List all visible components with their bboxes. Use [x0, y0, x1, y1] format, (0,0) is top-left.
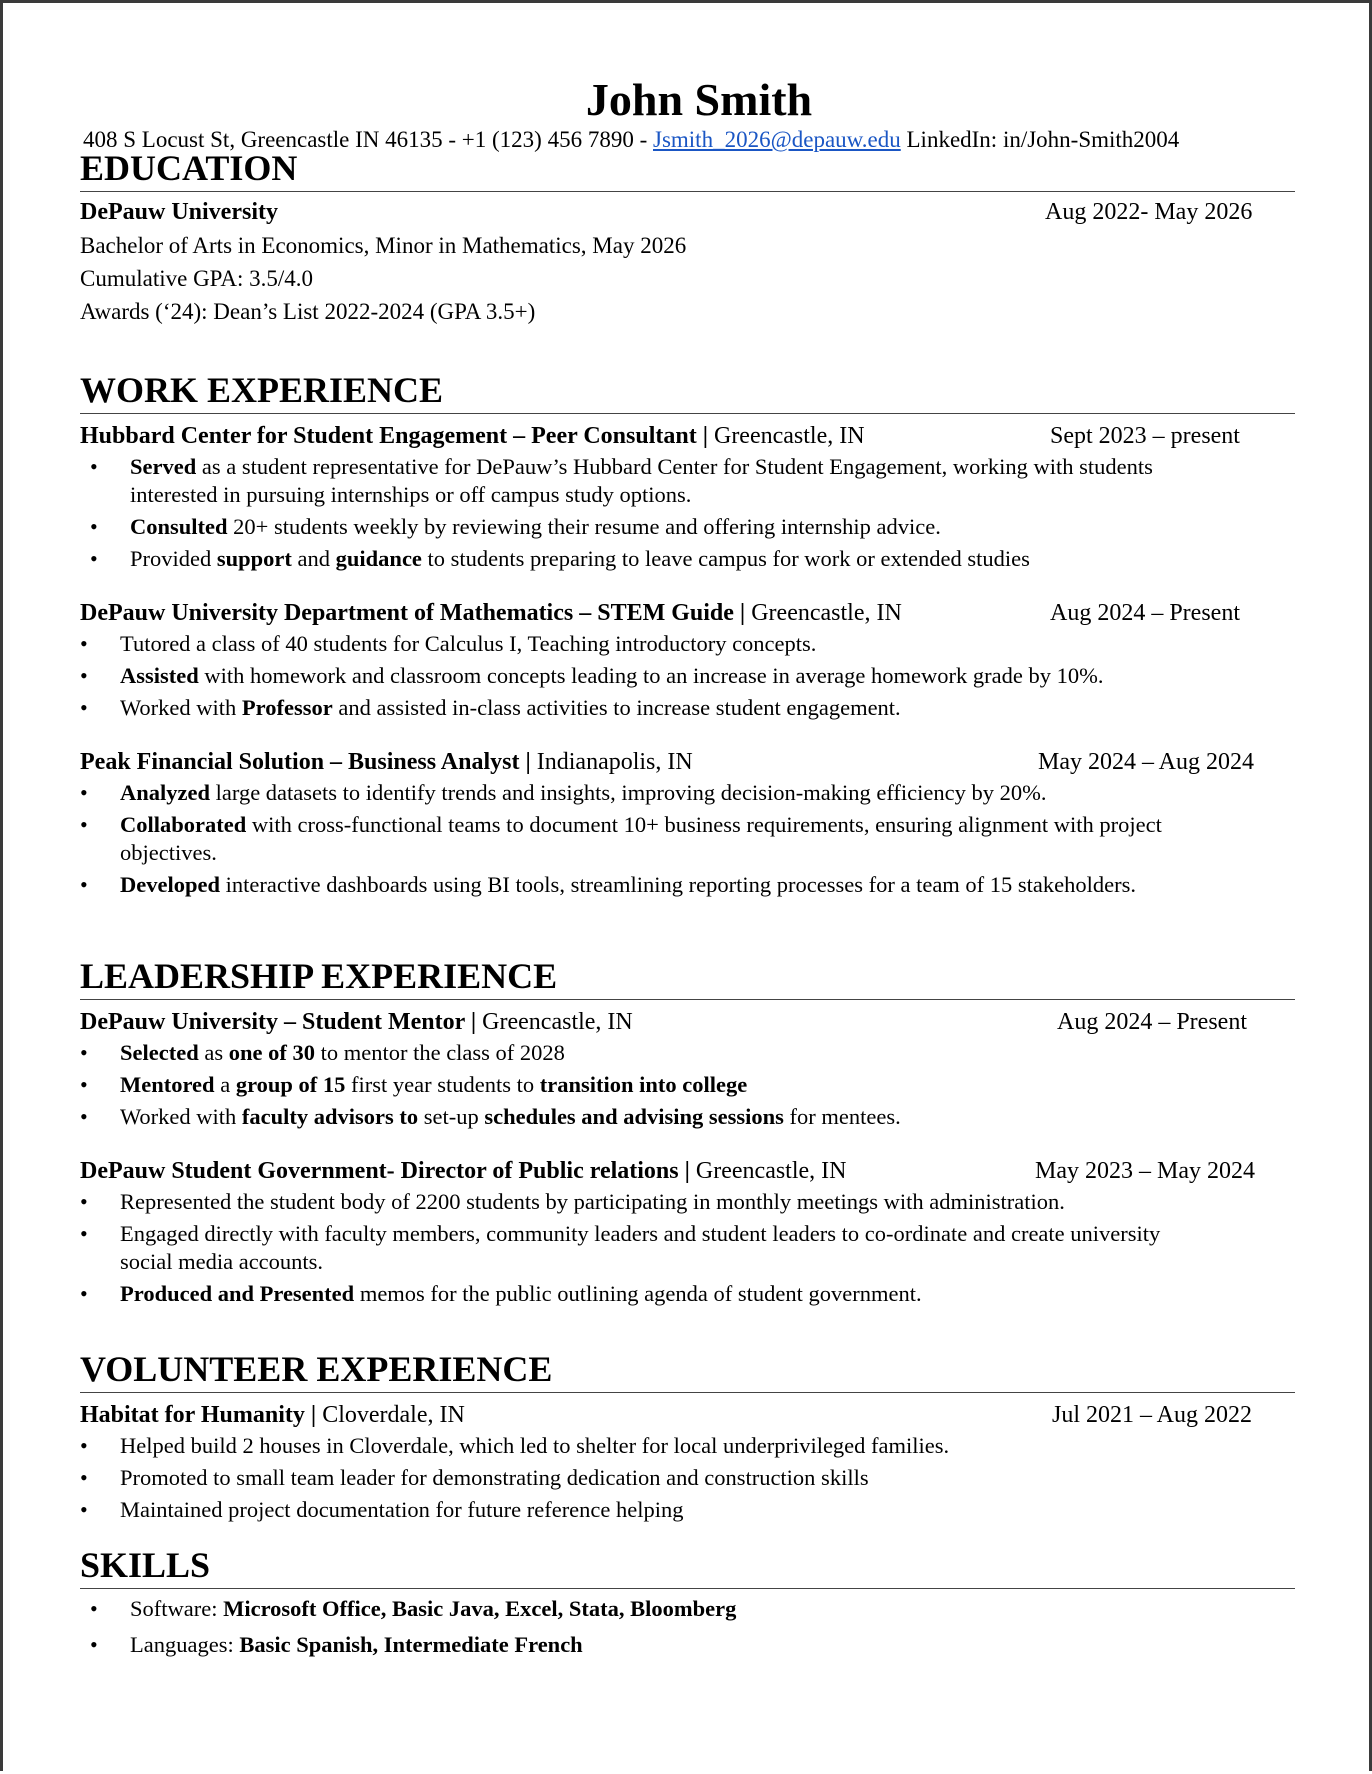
job-bullets — [80, 779, 1295, 899]
bullet-bold: Mentored — [120, 1071, 215, 1097]
bullet-text: and — [291, 545, 336, 571]
job-bullets — [80, 453, 1295, 573]
job-header — [80, 1006, 1295, 1039]
bullet-item — [120, 1071, 1295, 1099]
bullet-bold: Consulted — [130, 513, 228, 539]
job-header — [80, 746, 1295, 779]
job-separator: | — [678, 1157, 696, 1184]
bullet-item — [120, 779, 1295, 807]
address-phone: 408 S Locust St, Greencastle IN 46135 - +1 (123) 456 7890 - — [83, 127, 653, 152]
bullet-text: to students preparing to leave campus for work or extended studies — [421, 545, 1030, 571]
volunteer-org: Habitat for Humanity — [80, 1401, 305, 1428]
bullet-text: and assisted in-class activities to increase student engagement. — [332, 694, 901, 720]
job-location: Greencastle, IN — [695, 1157, 847, 1184]
bullet-bold: guidance — [335, 545, 422, 571]
bullet-item — [120, 662, 1295, 690]
skills-section — [80, 1546, 1295, 1663]
job-header — [80, 597, 1295, 630]
volunteer-separator: | — [304, 1401, 323, 1428]
job-header — [80, 420, 1295, 453]
bullet-bold: transition into college — [539, 1071, 748, 1097]
bullet-bold: support — [216, 545, 292, 571]
job-org: DePauw Student Government- Director of Public relations — [80, 1157, 679, 1184]
bullet-text: interactive dashboards using BI tools, streamlining reporting processes for a team of 15 stakeholders. — [220, 871, 1137, 897]
work-heading: WORK EXPERIENCE — [80, 371, 1295, 414]
volunteer-bullets — [80, 1432, 1295, 1524]
job-location: Indianapolis, IN — [536, 748, 693, 775]
bullet-text: Worked with — [120, 1103, 242, 1129]
education-entry-header — [80, 196, 1295, 229]
bullet-bold: one of 30 — [228, 1039, 315, 1065]
job-location: Greencastle, IN — [751, 599, 902, 626]
work-section — [80, 371, 1295, 903]
candidate-name: John Smith — [585, 74, 813, 125]
degree-line: Bachelor of Arts in Economics, Minor in Mathematics, May 2026 — [80, 232, 687, 258]
job-bullets — [80, 1039, 1295, 1131]
leadership-section — [80, 957, 1295, 1312]
email-link[interactable]: Jsmith_2026@depauw.edu — [653, 127, 901, 152]
bullet-item — [120, 1280, 1295, 1308]
job-separator: | — [696, 422, 714, 449]
bullet-text: as — [198, 1039, 229, 1065]
bullet-item: • Helped build 2 houses in Cloverdale, which led to shelter for local underprivileged families. — [120, 1432, 1295, 1460]
bullet-text: to mentor the class of 2028 — [314, 1039, 565, 1065]
bullet-bold: Produced and Presented — [120, 1280, 355, 1306]
bullet-item — [120, 871, 1295, 899]
bullet-item — [120, 1039, 1295, 1067]
skills-list — [80, 1595, 1295, 1659]
bullet-item — [120, 630, 1295, 658]
job-separator: | — [464, 1008, 483, 1035]
job-dates: Sept 2023 – present — [1050, 422, 1240, 449]
bullet-bold: schedules and advising sessions — [484, 1103, 784, 1129]
job-org: DePauw University Department of Mathematics – STEM Guide — [80, 599, 734, 626]
bullet-text: Engaged directly with faculty members, community leaders and student leaders to co-ordinate and create university — [120, 1220, 1161, 1246]
job-org: Peak Financial Solution – Business Analyst — [80, 748, 520, 775]
bullet-bold: Professor — [241, 694, 333, 720]
skill-item — [130, 1631, 1295, 1659]
awards-line: Awards (‘24): Dean’s List 2022-2024 (GPA 3.5+) — [80, 298, 536, 324]
bullet-item — [120, 1188, 1295, 1216]
bullet-text: Provided — [130, 545, 217, 571]
bullet-item — [120, 811, 1295, 867]
bullet-item — [120, 694, 1295, 722]
bullet-text: for mentees. — [783, 1103, 901, 1129]
bullet-text: first year students to — [345, 1071, 540, 1097]
bullet-item — [130, 513, 1295, 541]
volunteer-dates: Jul 2021 – Aug 2022 — [1052, 1401, 1253, 1428]
job-location: Greencastle, IN — [482, 1008, 633, 1035]
job-dates: Aug 2024 – Present — [1057, 1008, 1247, 1035]
bullet-item — [120, 1220, 1295, 1276]
bullet-bold: Developed — [120, 871, 220, 897]
job-separator: | — [733, 599, 752, 626]
skill-value: Basic Spanish, Intermediate French — [239, 1631, 583, 1657]
job-org: Hubbard Center for Student Engagement – Peer Consultant — [80, 422, 697, 449]
volunteer-heading: VOLUNTEER EXPERIENCE — [80, 1350, 1295, 1393]
job-org: DePauw University – Student Mentor — [80, 1008, 465, 1035]
job-dates: May 2023 – May 2024 — [1035, 1157, 1255, 1184]
bullet-bold: Selected — [120, 1039, 199, 1065]
bullet-bold: faculty advisors to — [241, 1103, 419, 1129]
job-location: Greencastle, IN — [713, 422, 865, 449]
bullet-text: Represented the student body of 2200 students by participating in monthly meetings with administration. — [120, 1188, 1065, 1214]
job-bullets — [80, 1188, 1295, 1308]
bullet-item — [130, 545, 1295, 573]
bullet-text: with homework and classroom concepts leading to an increase in average homework grade by 10%. — [198, 662, 1104, 688]
bullet-text: with cross-functional teams to document 10+ business requirements, ensuring alignment with project — [246, 811, 1162, 837]
volunteer-header — [80, 1399, 1295, 1432]
bullet-bold: Assisted — [120, 662, 199, 688]
bullet-text: 20+ students weekly by reviewing their resume and offering internship advice. — [227, 513, 941, 539]
job-dates: Aug 2024 – Present — [1050, 599, 1240, 626]
job-bullets — [80, 630, 1295, 722]
education-dates: Aug 2022- May 2026 — [1045, 198, 1253, 225]
bullet-text: a — [214, 1071, 236, 1097]
linkedin-handle: in/John-Smith2004 — [1002, 127, 1180, 152]
linkedin-label: LinkedIn: — [900, 127, 1003, 152]
bullet-text: Worked with — [120, 694, 242, 720]
bullet-item: • Maintained project documentation for future reference helping — [120, 1496, 1295, 1524]
job-separator: | — [519, 748, 537, 775]
education-section — [80, 149, 1295, 328]
bullet-bold: group of 15 — [235, 1071, 346, 1097]
bullet-item — [120, 1103, 1295, 1131]
bullet-text-cont: objectives. — [120, 839, 217, 865]
bullet-text: Tutored a class of 40 students for Calculus I, Teaching introductory concepts. — [120, 630, 817, 656]
bullet-text: memos for the public outlining agenda of student government. — [354, 1280, 922, 1306]
education-heading: EDUCATION — [80, 149, 1295, 192]
volunteer-location: Cloverdale, IN — [322, 1401, 465, 1428]
bullet-item — [130, 453, 1295, 509]
bullet-text: as a student representative for DePauw’s Hubbard Center for Student Engagement, working with students — [196, 453, 1153, 479]
job-dates: May 2024 – Aug 2024 — [1038, 748, 1254, 775]
skill-value: Microsoft Office, Basic Java, Excel, Stata, Bloomberg — [217, 1595, 737, 1621]
job-header — [80, 1155, 1295, 1188]
school-name: DePauw University — [80, 198, 278, 225]
leadership-heading: LEADERSHIP EXPERIENCE — [80, 957, 1295, 1000]
bullet-bold: Served — [130, 453, 197, 479]
bullet-item: • Promoted to small team leader for demonstrating dedication and construction skills — [120, 1464, 1295, 1492]
bullet-text-cont: interested in pursuing internships or off campus study options. — [130, 481, 692, 507]
bullet-bold: Collaborated — [120, 811, 247, 837]
bullet-text: large datasets to identify trends and insights, improving decision-making efficiency by 20%. — [210, 779, 1047, 805]
skill-item — [130, 1595, 1295, 1623]
skill-label: Languages: — [130, 1631, 240, 1657]
bullet-text-cont: social media accounts. — [120, 1248, 324, 1274]
skills-heading: SKILLS — [80, 1546, 1295, 1589]
skill-label: Software: — [130, 1595, 218, 1621]
volunteer-section — [80, 1350, 1295, 1528]
bullet-bold: Analyzed — [120, 779, 210, 805]
bullet-text: set-up — [418, 1103, 485, 1129]
gpa-line: Cumulative GPA: 3.5/4.0 — [80, 265, 313, 291]
